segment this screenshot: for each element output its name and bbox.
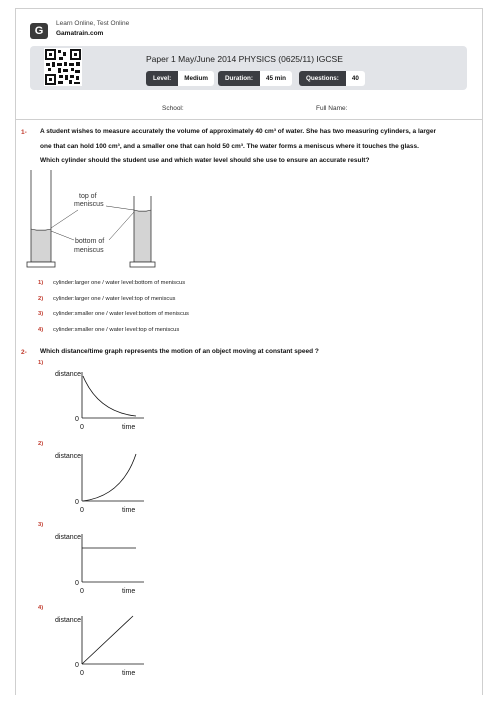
question-1-number: 1- [21,129,27,136]
q2-option-1-ylabel: distance [55,371,82,378]
school-label: School: [162,105,184,112]
question-2-text: Which distance/time graph represents the motion of an object moving at constant speed ? [40,348,319,355]
q2-option-3-ylabel: distance [55,534,82,541]
question-1-line-3: Which cylinder should the student use and which water level should she use to ensure an accurate result? [40,157,370,164]
label-bottom-of: bottom of [75,238,105,245]
q2-option-2-xlabel: time [122,507,136,514]
qr-code-icon [44,48,82,86]
tagline: Learn Online, Test Online [56,20,130,27]
duration-label: Duration: [218,71,260,86]
measuring-cylinders-figure [22,166,162,274]
questions-value: 40 [346,71,365,86]
q1-option-3-number: 3) [38,311,44,317]
label-top-meniscus: meniscus [74,201,104,208]
q1-option-4-number: 4) [38,327,44,333]
label-top-of: top of [79,193,97,200]
q2-option-4-line [82,616,133,664]
q1-option-1-number: 1) [38,280,44,286]
q2-option-2-number: 2) [38,441,44,447]
large-cylinder-water [31,229,51,262]
questions-badge [299,71,365,86]
q2-option-4-number: 4) [38,605,44,611]
question-1-text [40,125,480,169]
q1-option-2[interactable]: cylinder:larger one / water level:top of meniscus [53,296,176,302]
q2-option-1-origin-y: 0 [75,416,79,423]
q2-option-3-origin-x: 0 [80,588,84,595]
fullname-label: Full Name: [316,105,348,112]
q2-option-3-origin-y: 0 [75,580,79,587]
q2-option-2-origin-y: 0 [75,499,79,506]
q2-option-1-number: 1) [38,360,44,366]
level-badge [146,71,214,86]
q2-option-2-origin-x: 0 [80,507,84,514]
questions-label: Questions: [299,71,346,86]
duration-badge [218,71,292,86]
q1-option-4[interactable]: cylinder:smaller one / water level:top of meniscus [53,327,180,333]
q2-option-4-origin-y: 0 [75,662,79,669]
q2-option-3-number: 3) [38,522,44,528]
small-cylinder-water [134,210,151,262]
q2-option-1-xlabel: time [122,424,136,431]
q1-option-2-number: 2) [38,296,44,302]
q2-option-4-graph[interactable] [50,610,150,680]
question-1-line-2: one that can hold 100 cm³, and a smaller one that can hold 50 cm³. The water forms a meniscus where it touches the glass. [40,142,419,150]
q2-option-4-ylabel: distance [55,617,82,624]
q1-option-3[interactable]: cylinder:smaller one / water level:bottom of meniscus [53,311,189,317]
question-2-number: 2- [21,349,27,356]
small-cylinder-base [130,262,155,267]
label-bottom-meniscus: meniscus [74,247,104,254]
level-label: Level: [146,71,178,86]
q2-option-1-graph[interactable] [50,362,150,434]
q2-option-3-xlabel: time [122,588,136,595]
q2-option-2-graph[interactable] [50,446,150,518]
paper-title: Paper 1 May/June 2014 PHYSICS (0625/11) IGCSE [146,54,343,64]
large-cylinder-base [27,262,55,267]
duration-value: 45 min [260,71,292,86]
q2-option-2-ylabel: distance [55,453,82,460]
q2-option-4-origin-x: 0 [80,670,84,677]
question-1-line-1: A student wishes to measure accurately the volume of approximately 40 cm³ of water. She has two measuring cylinders, a larger [40,128,437,135]
q1-option-1[interactable]: cylinder:larger one / water level:bottom of meniscus [53,280,186,286]
site-name[interactable]: Gamatrain.com [56,30,104,37]
q2-option-4-xlabel: time [122,670,136,677]
level-value: Medium [178,71,214,86]
gamatrain-logo[interactable]: G [30,23,48,39]
q2-option-3-graph[interactable] [50,528,150,598]
q2-option-2-curve [83,454,136,501]
divider [15,119,482,120]
q2-option-1-origin-x: 0 [80,424,84,431]
q2-option-1-curve [83,376,136,416]
